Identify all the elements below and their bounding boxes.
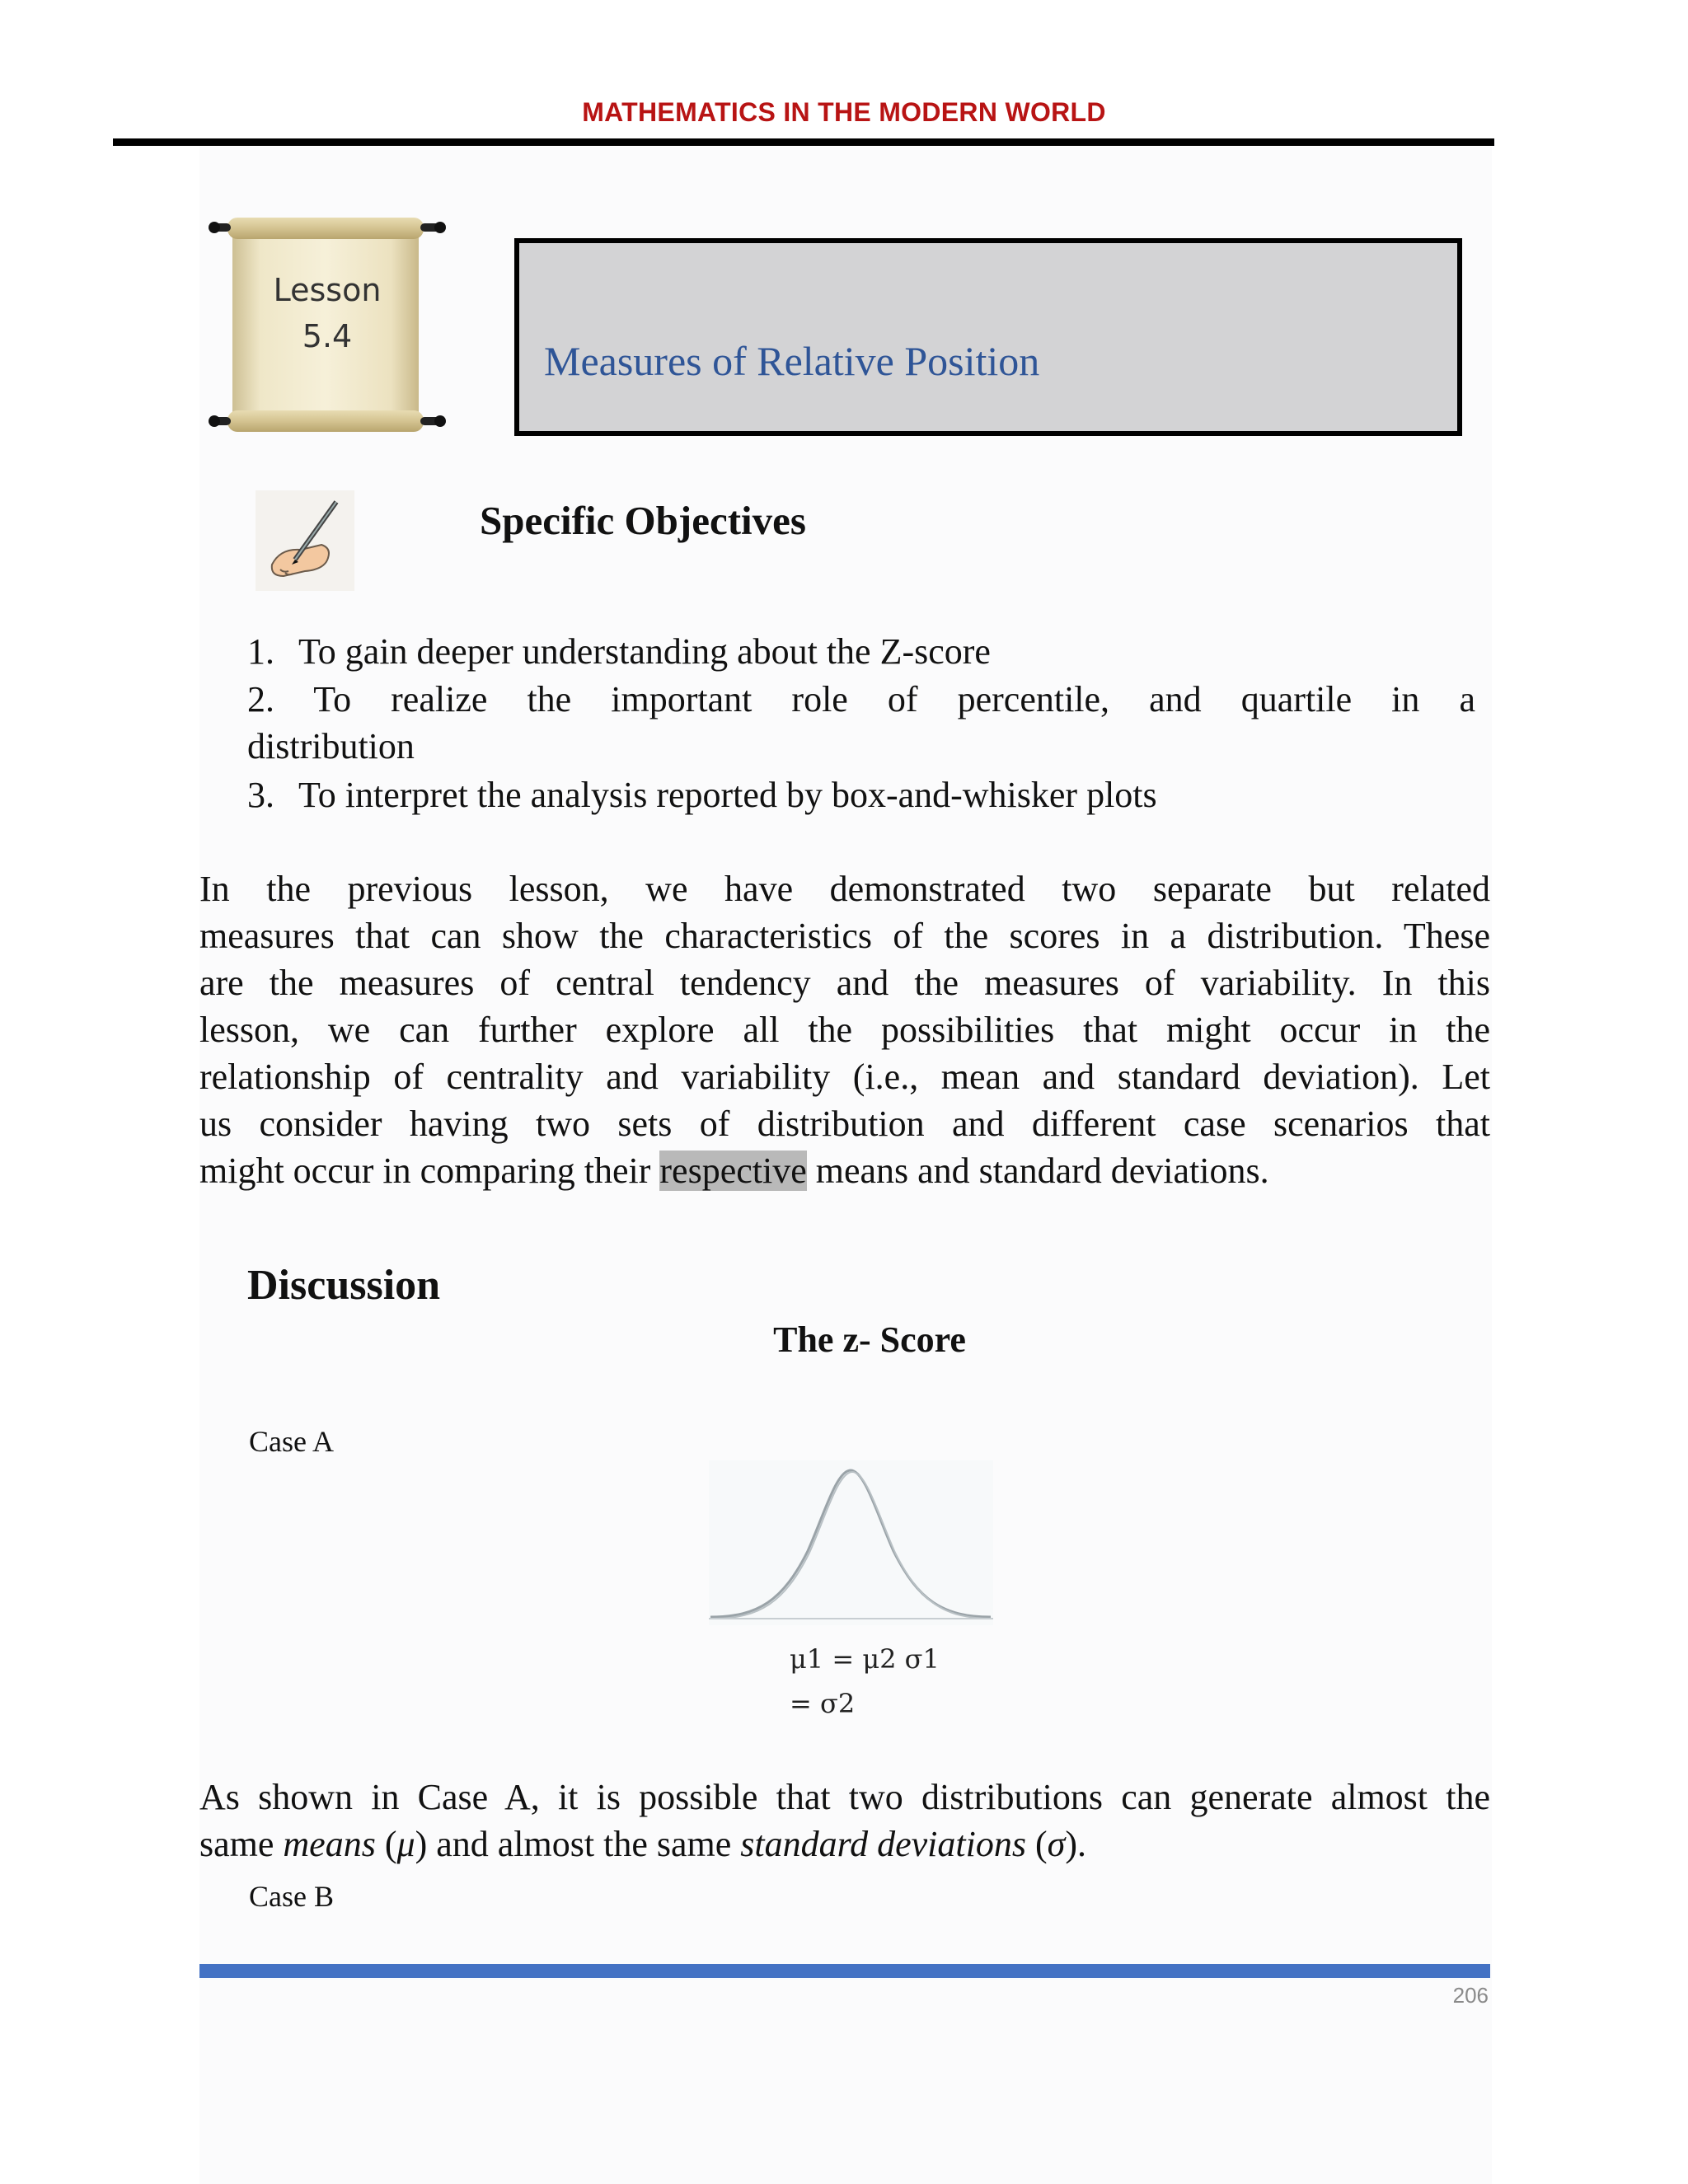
paragraph-line: In the previous lesson, we have demonstrated two separate but related bbox=[199, 869, 1490, 909]
footer-rule bbox=[199, 1964, 1490, 1978]
formula-line-1: μ1 = μ2 σ1 bbox=[790, 1643, 940, 1675]
objective-number: 1. bbox=[247, 631, 274, 672]
objective-item-2 bbox=[247, 676, 1475, 770]
objective-text-line1: To realize the important role of percentile, and quartile in a bbox=[313, 679, 1475, 719]
lesson-title: Measures of Relative Position bbox=[544, 338, 1040, 384]
emphasis-means: means bbox=[283, 1824, 376, 1864]
emphasis-standard-deviations: standard deviations bbox=[740, 1824, 1026, 1864]
page-number: 206 bbox=[1452, 1983, 1489, 2008]
writing-hand-icon bbox=[256, 490, 354, 591]
lesson-scroll-badge bbox=[208, 209, 447, 440]
objective-number: 3. bbox=[247, 775, 274, 815]
header-rule bbox=[113, 138, 1494, 146]
objective-text-line2: distribution bbox=[247, 726, 415, 766]
text-span: ( bbox=[1025, 1824, 1048, 1864]
objective-item-1 bbox=[247, 628, 1475, 675]
intro-paragraph bbox=[199, 865, 1490, 1194]
case-b-label: Case B bbox=[249, 1880, 334, 1913]
text-span: might occur in comparing their bbox=[199, 1151, 660, 1191]
objective-text: To interpret the analysis reported by box-and-whisker plots bbox=[298, 775, 1157, 815]
text-span: means and standard deviations. bbox=[806, 1151, 1269, 1191]
paragraph-line: lesson, we can further explore all the possibilities that might occur in the bbox=[199, 1010, 1490, 1050]
text-span: ). bbox=[1065, 1824, 1086, 1864]
objectives-heading: Specific Objectives bbox=[480, 498, 806, 543]
lesson-number: 5.4 bbox=[302, 318, 353, 354]
paragraph-line: As shown in Case A, it is possible that two distributions can generate almost the bbox=[199, 1777, 1490, 1817]
objective-number: 2. bbox=[247, 679, 274, 719]
mu-symbol: μ bbox=[396, 1824, 415, 1864]
paragraph-line: relationship of centrality and variability (i.e., mean and standard deviation). Let bbox=[199, 1057, 1490, 1097]
paragraph-line bbox=[199, 1821, 1490, 1868]
discussion-heading: Discussion bbox=[247, 1262, 441, 1309]
text-span: same bbox=[199, 1824, 284, 1864]
paragraph-line: measures that can show the characteristics of the scores in a distribution. These bbox=[199, 916, 1490, 956]
objective-text: To gain deeper understanding about the Z-score bbox=[298, 631, 991, 672]
text-span: ( bbox=[375, 1824, 397, 1864]
sigma-symbol: σ bbox=[1047, 1824, 1066, 1864]
running-header: MATHEMATICS IN THE MODERN WORLD bbox=[582, 97, 1106, 127]
lesson-title-box bbox=[514, 238, 1462, 436]
objective-item-3 bbox=[247, 771, 1475, 818]
zscore-subheading: The z- Score bbox=[773, 1319, 966, 1360]
lesson-label: Lesson bbox=[273, 272, 382, 308]
highlighted-word: respective bbox=[659, 1151, 807, 1191]
text-span: ) and almost the same bbox=[415, 1824, 741, 1864]
case-a-label: Case A bbox=[249, 1425, 334, 1458]
paragraph-line: are the measures of central tendency and the measures of variability. In this bbox=[199, 963, 1490, 1003]
case-a-explanation bbox=[199, 1774, 1490, 1868]
paragraph-last-line bbox=[199, 1147, 1490, 1194]
paragraph-line: us consider having two sets of distribution and different case scenarios that bbox=[199, 1104, 1490, 1144]
normal-curve-figure bbox=[709, 1460, 993, 1625]
formula-line-2: = σ2 bbox=[790, 1688, 856, 1719]
